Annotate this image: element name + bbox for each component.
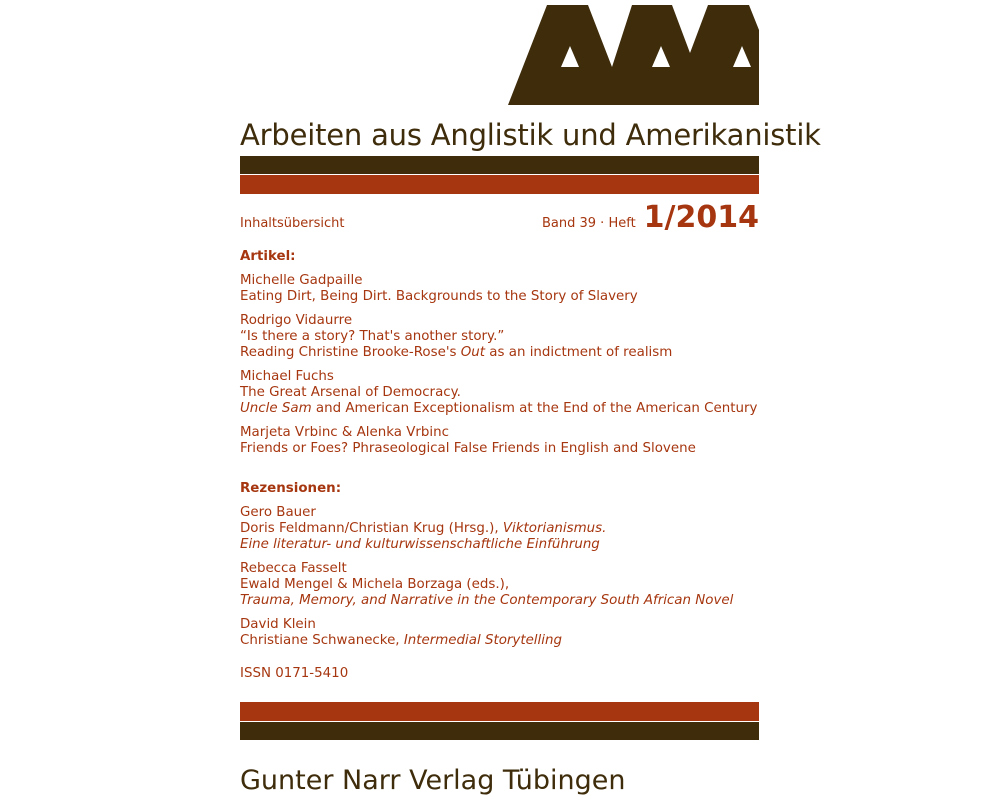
article-author: Rodrigo Vidaurre	[240, 313, 353, 328]
review-author: David Klein	[240, 617, 316, 632]
list-item	[240, 313, 780, 361]
issue-header	[240, 200, 759, 236]
cover-page	[240, 0, 821, 800]
list-item	[240, 617, 780, 649]
table-of-contents	[240, 249, 780, 657]
issue-number: 1/2014	[643, 200, 759, 235]
journal-title: Arbeiten aus Anglistik und Amerikanistik	[240, 118, 821, 152]
toc-label: Inhaltsübersicht	[240, 216, 345, 231]
review-book-title: Trauma, Memory, and Narrative in the Contemporary South African Novel	[240, 593, 734, 608]
review-author: Gero Bauer	[240, 505, 316, 520]
review-book: Christiane Schwanecke, Intermedial Storytelling	[240, 633, 562, 648]
article-subtitle: Uncle Sam and American Exceptionalism at the End of the American Century	[240, 401, 758, 416]
list-item	[240, 505, 780, 553]
review-author: Rebecca Fasselt	[240, 561, 347, 576]
bottom-red-band	[240, 702, 759, 721]
article-title: The Great Arsenal of Democracy.	[240, 385, 461, 400]
issn: ISSN 0171-5410	[240, 666, 349, 681]
articles-heading: Artikel:	[240, 249, 296, 264]
review-book: Ewald Mengel & Michela Borzaga (eds.),	[240, 577, 510, 592]
review-book-subtitle: Eine literatur- und kulturwissenschaftliche Einführung	[240, 537, 600, 552]
issue-info	[542, 200, 759, 235]
list-item	[240, 561, 780, 609]
article-subtitle: Reading Christine Brooke-Rose's Out as an indictment of realism	[240, 345, 673, 360]
article-author: Marjeta Vrbinc & Alenka Vrbinc	[240, 425, 449, 440]
article-author: Michael Fuchs	[240, 369, 334, 384]
aaa-logo	[508, 5, 759, 105]
list-item	[240, 273, 780, 305]
review-book: Doris Feldmann/Christian Krug (Hrsg.), Viktorianismus.	[240, 521, 607, 536]
article-title: Eating Dirt, Being Dirt. Backgrounds to the Story of Slavery	[240, 289, 638, 304]
article-author: Michelle Gadpaille	[240, 273, 363, 288]
top-red-band	[240, 175, 759, 194]
reviews-heading: Rezensionen:	[240, 481, 342, 496]
band-label: Band 39 · Heft	[542, 216, 636, 231]
bottom-dark-band	[240, 722, 759, 740]
article-title: Friends or Foes? Phraseological False Friends in English and Slovene	[240, 441, 696, 456]
article-title: “Is there a story? That's another story.”	[240, 329, 505, 344]
list-item	[240, 425, 780, 457]
publisher: Gunter Narr Verlag Tübingen	[240, 765, 626, 796]
top-dark-band	[240, 156, 759, 174]
list-item	[240, 369, 780, 417]
